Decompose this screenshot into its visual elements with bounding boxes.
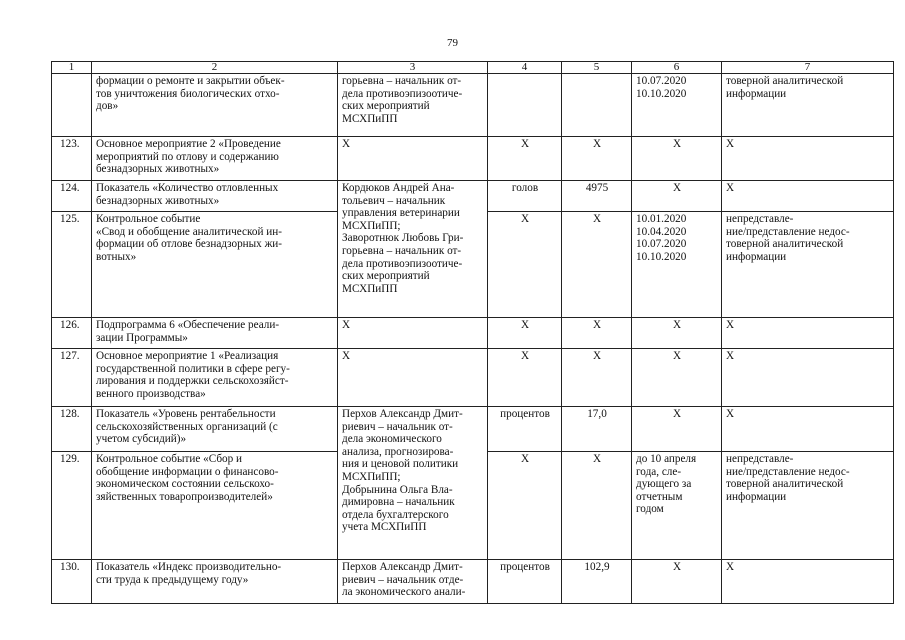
row-number: 130. [52, 560, 92, 604]
date-cell [632, 74, 722, 137]
note-cell [722, 74, 894, 137]
text-line: вотных» [96, 250, 137, 263]
text-line: Контрольное событие «Сбор и [96, 453, 242, 465]
text-line: Подпрограмма 6 «Обеспечение реали- [96, 319, 280, 331]
header-cell: 7 [722, 62, 894, 74]
unit-cell: X [488, 318, 562, 349]
text-line: 10.04.2020 [636, 225, 687, 238]
text-line: МСХПиПП [342, 282, 398, 295]
table-row [52, 407, 894, 452]
description-cell [92, 74, 338, 137]
table-row [52, 349, 894, 407]
value-cell [562, 74, 632, 137]
date-cell: X [632, 560, 722, 604]
unit-cell: X [488, 452, 562, 560]
note-cell: X [722, 560, 894, 604]
text-line: информации [726, 87, 787, 100]
header-cell: 5 [562, 62, 632, 74]
text-line: безнадзорных животных» [96, 163, 220, 176]
text-line: формации о ремонте и закрытии объек- [96, 75, 285, 87]
row-number [52, 74, 92, 137]
row-number: 128. [52, 407, 92, 452]
header-cell: 2 [92, 62, 338, 74]
text-line: МСХПиПП; [342, 470, 401, 483]
text-line: «Свод и обобщение аналитической ин- [96, 225, 282, 238]
note-cell: X [722, 181, 894, 212]
table-row [52, 181, 894, 212]
text-line: ских мероприятий [342, 100, 430, 113]
text-line: МСХПиПП [342, 112, 398, 125]
unit-cell [488, 74, 562, 137]
value-cell: 17,0 [562, 407, 632, 452]
description-cell [92, 181, 338, 212]
responsible-cell: X [338, 318, 488, 349]
text-line: мероприятий по отлову и содержанию [96, 150, 279, 163]
unit-cell: голов [488, 181, 562, 212]
row-number: 125. [52, 212, 92, 318]
text-line: Перхов Александр Дмит- [342, 408, 463, 420]
description-cell [92, 318, 338, 349]
row-number: 124. [52, 181, 92, 212]
text-line: тов уничтожения биологических отхо- [96, 87, 280, 100]
value-cell: X [562, 212, 632, 318]
responsible-cell [338, 181, 488, 318]
text-line: зации Программы» [96, 331, 188, 344]
date-cell: X [632, 318, 722, 349]
date-cell: X [632, 181, 722, 212]
text-line: информации [726, 490, 787, 503]
text-line: до 10 апреля [636, 453, 697, 465]
table-row [52, 74, 894, 137]
text-line: ние/представление недос- [726, 225, 850, 238]
row-number: 126. [52, 318, 92, 349]
text-line: димировна – начальник [342, 496, 455, 509]
row-number: 127. [52, 349, 92, 407]
text-line: венного производства» [96, 387, 206, 400]
header-cell: 3 [338, 62, 488, 74]
responsible-cell: X [338, 349, 488, 407]
text-line: 10.10.2020 [636, 250, 687, 263]
unit-cell: X [488, 137, 562, 181]
text-line: дела экономического [342, 433, 442, 446]
text-line: непредставле- [726, 213, 794, 225]
date-cell [632, 212, 722, 318]
text-line: Контрольное событие [96, 213, 201, 225]
text-line: сти труда к предыдущему году» [96, 573, 249, 586]
table-row [52, 560, 894, 604]
description-cell [92, 452, 338, 560]
text-line: риевич – начальник от- [342, 420, 453, 433]
responsible-cell [338, 407, 488, 560]
value-cell: X [562, 349, 632, 407]
text-line: дующего за [636, 478, 692, 491]
text-line: 10.10.2020 [636, 87, 687, 100]
description-cell [92, 137, 338, 181]
text-line: Показатель «Индекс производительно- [96, 561, 282, 573]
text-line: 10.07.2020 [636, 238, 687, 251]
text-line: учета МСХПиПП [342, 521, 427, 534]
text-line: дела противоэпизоотиче- [342, 257, 463, 270]
text-line: отчетным [636, 490, 683, 503]
value-cell: 4975 [562, 181, 632, 212]
note-cell [722, 212, 894, 318]
header-cell: 1 [52, 62, 92, 74]
text-line: ние/представление недос- [726, 465, 850, 478]
value-cell: X [562, 452, 632, 560]
text-line: сельскохозяйственных организаций (с [96, 420, 278, 433]
text-line: лирования и поддержки сельскохозяйст- [96, 375, 289, 388]
text-line: отдела бухгалтерского [342, 508, 449, 521]
text-line: зяйственных товаропроизводителей» [96, 490, 273, 503]
text-line: года, сле- [636, 465, 682, 478]
text-line: экономическом состоянии сельскохо- [96, 478, 274, 491]
note-cell: X [722, 137, 894, 181]
text-line: Основное мероприятие 2 «Проведение [96, 138, 281, 150]
text-line: управления ветеринарии [342, 207, 460, 220]
note-cell: X [722, 349, 894, 407]
note-cell [722, 452, 894, 560]
date-cell: X [632, 137, 722, 181]
note-cell: X [722, 318, 894, 349]
unit-cell: процентов [488, 560, 562, 604]
text-line: горьевна – начальник от- [342, 75, 462, 87]
description-cell [92, 407, 338, 452]
text-line: обобщение информации о финансово- [96, 465, 279, 478]
text-line: товерной аналитической [726, 478, 844, 491]
header-cell: 6 [632, 62, 722, 74]
description-cell [92, 349, 338, 407]
text-line: учетом субсидий)» [96, 433, 187, 446]
date-cell [632, 452, 722, 560]
text-line: риевич – начальник отде- [342, 573, 464, 586]
description-cell [92, 560, 338, 604]
text-line: дела противоэпизоотиче- [342, 87, 463, 100]
row-number: 123. [52, 137, 92, 181]
value-cell: 102,9 [562, 560, 632, 604]
text-line: Кордюков Андрей Ана- [342, 182, 455, 194]
text-line: Показатель «Уровень рентабельности [96, 408, 276, 420]
value-cell: X [562, 318, 632, 349]
text-line: информации [726, 250, 787, 263]
unit-cell: X [488, 349, 562, 407]
text-line: товерной аналитической [726, 238, 844, 251]
table-row [52, 137, 894, 181]
text-line: дов» [96, 100, 119, 113]
plan-table [51, 61, 894, 604]
responsible-cell [338, 560, 488, 604]
text-line: непредставле- [726, 453, 794, 465]
text-line: государственной политики в сфере регу- [96, 362, 290, 375]
text-line: Добрынина Ольга Вла- [342, 483, 453, 496]
text-line: 10.01.2020 [636, 213, 687, 225]
unit-cell: X [488, 212, 562, 318]
page-number: 79 [447, 37, 458, 49]
text-line: годом [636, 503, 664, 516]
table-row [52, 318, 894, 349]
text-line: товерной аналитической [726, 75, 844, 87]
text-line: Показатель «Количество отловленных [96, 182, 279, 194]
value-cell: X [562, 137, 632, 181]
header-row [52, 62, 894, 74]
responsible-cell [338, 74, 488, 137]
text-line: Основное мероприятие 1 «Реализация [96, 350, 279, 362]
text-line: анализа, прогнозирова- [342, 445, 454, 458]
text-line: ских мероприятий [342, 270, 430, 283]
text-line: ла экономического анали- [342, 586, 466, 599]
text-line: Перхов Александр Дмит- [342, 561, 463, 573]
text-line: МСХПиПП; [342, 219, 401, 232]
text-line: формации об отлове безнадзорных жи- [96, 238, 283, 251]
text-line: 10.07.2020 [636, 75, 687, 87]
text-line: ния и ценовой политики [342, 458, 459, 471]
date-cell: X [632, 407, 722, 452]
text-line: безнадзорных животных» [96, 194, 220, 207]
unit-cell: процентов [488, 407, 562, 452]
note-cell: X [722, 407, 894, 452]
row-number: 129. [52, 452, 92, 560]
text-line: тольевич – начальник [342, 194, 446, 207]
header-cell: 4 [488, 62, 562, 74]
responsible-cell: X [338, 137, 488, 181]
date-cell: X [632, 349, 722, 407]
description-cell [92, 212, 338, 318]
text-line: горьевна – начальник от- [342, 244, 462, 257]
text-line: Заворотнюк Любовь Гри- [342, 232, 464, 245]
